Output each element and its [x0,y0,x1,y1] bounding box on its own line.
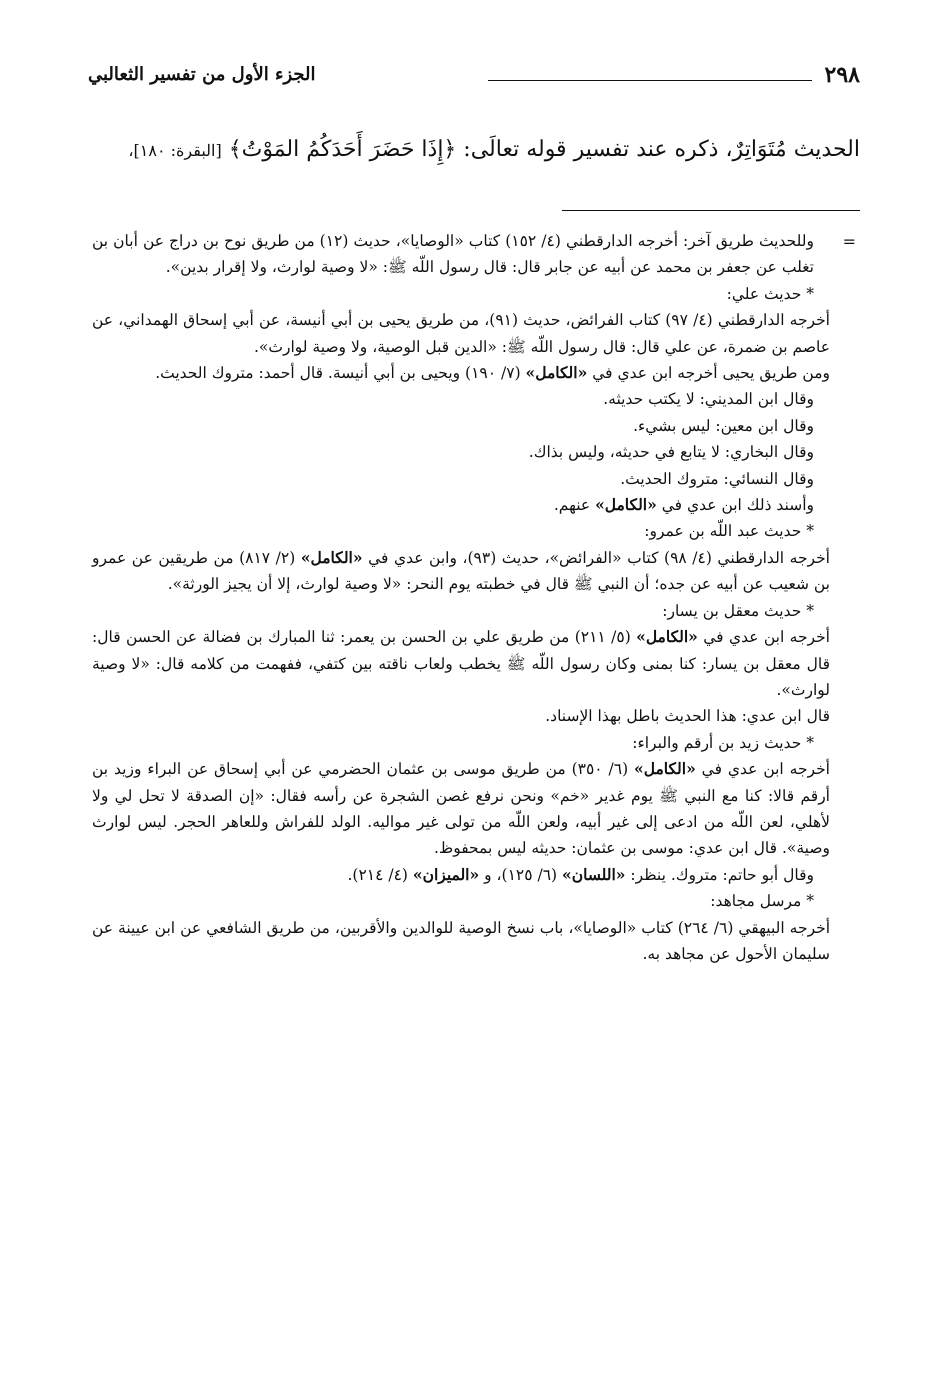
footnote-text: أخرجه ابن عدي في [697,628,830,647]
footnote-paragraph [92,862,830,888]
footnote-paragraph [92,413,830,439]
footnote-text: (٧/ ١٩٠) ويحيى بن أبي أنيسة. قال أحمد: متروك الحديث. [155,364,526,383]
footnote-paragraph [92,756,830,862]
footnote-paragraph [92,281,830,307]
header-rule [488,80,812,81]
running-title: الجزء الأول من تفسير الثعالبي [88,64,316,85]
footnote-text: أخرجه البيهقي (٦/ ٢٦٤) كتاب «الوصايا»، باب نسخ الوصية للوالدين والأقربين، من طريق الشافعي عن ابن عيينة عن سليمان الأحول عن مجاهد به. [92,918,831,963]
footnote-paragraph [92,703,830,729]
footnote-paragraph [92,228,830,281]
footnote-text: وقال البخاري: لا يتابع في حديثه، وليس بذاك. [528,443,814,462]
continuation-mark: = [842,232,856,251]
footnote-text: أخرجه ابن عدي في [695,760,830,779]
footnote-text: (٦/ ١٢٥)، و [479,865,563,884]
footnote-text: * حديث زيد بن أرقم والبراء: [632,733,814,752]
footnote-paragraph [92,492,830,518]
footnote-text: * حديث علي: [726,284,814,303]
footnote-text: وقال ابن معين: ليس بشيء. [633,416,814,435]
footnotes [92,228,830,967]
footnote-paragraph [92,915,830,968]
footnote-text: (٥/ ٢١١) من طريق علي بن الحسن بن يعمر: ثنا المبارك بن فضالة عن الحسن قال: قال معقل بن يسار: كنا بمنى وكان رسول اللّه ﷺ يخطب ولعاب ناقته بين كتفي، ففهمت من كلامه قال: «لا وصية لوارث». [92,628,830,699]
footnote-text: (٤/ ٢١٤). [347,865,413,884]
footnote-text: * مرسل مجاهد: [710,892,814,911]
footnote-text: * حديث عبد اللّه بن عمرو: [644,522,814,541]
page-number: ٢٩٨ [824,62,860,88]
footnote-text: * حديث معقل بن يسار: [662,601,814,620]
footnote-text: وأسند ذلك ابن عدي في [656,496,814,515]
footnote-text: وقال ابن المديني: لا يكتب حديثه. [603,390,814,409]
book-title: «الكامل» [300,547,363,567]
footnote-paragraph [92,518,830,544]
book-title: «الكامل» [525,363,588,383]
footnote-paragraph [92,624,830,703]
footnote-paragraph [92,730,830,756]
running-header [88,62,860,98]
footnote-text: وقال أبو حاتم: متروك. ينظر: [625,865,814,884]
footnote-text: وقال النسائي: متروك الحديث. [620,469,814,488]
main-text-body: الحديث مُتَوَاتِرٌ، ذكره عند تفسير قوله تعالَى: ﴿إِذَا حَضَرَ أَحَدَكُمُ المَوْتُ﴾ [228,137,860,162]
footnote-separator [562,210,860,211]
footnote-paragraph [92,545,830,598]
footnote-paragraph [92,598,830,624]
quran-reference: [البقرة: ١٨٠]، [128,141,222,160]
footnote-text: أخرجه الدارقطني (٤/ ٩٨) كتاب «الفرائض»، حديث (٩٣)، وابن عدي في [362,548,830,567]
footnote-text: (٢/ ٨١٧) من طريقين عن عمرو بن شعيب عن أبيه عن جده؛ أن النبي ﷺ قال في خطبته يوم النحر: «لا وصية لوارث، إلا أن يجيز الورثة». [92,548,830,594]
footnote-text: عنهم. [553,496,596,515]
book-title: «الكامل» [636,627,698,647]
footnote-paragraph [92,360,830,386]
book-title: «الكامل» [595,495,657,515]
footnote-paragraph [92,466,830,492]
footnote-text: وللحديث طريق آخر: أخرجه الدارقطني (٤/ ١٥٢) كتاب «الوصايا»، حديث (١٢) من طريق نوح بن دراج عن أبان بن تغلب عن جعفر بن محمد عن أبيه عن جابر قال: قال رسول اللّه ﷺ: «لا وصية لوارث، ولا إقرار بدين». [92,232,814,277]
footnote-paragraph [92,439,830,465]
book-title: «الميزان» [412,864,480,884]
footnote-paragraph [92,386,830,412]
main-text [88,132,860,169]
footnote-text: ومن طريق يحيى أخرجه ابن عدي في [587,364,830,383]
footnote-text: قال ابن عدي: هذا الحديث باطل بهذا الإسناد. [545,707,830,726]
footnote-paragraph [92,307,830,360]
book-title: «الكامل» [634,759,696,779]
book-title: «اللسان» [562,864,626,884]
footnote-paragraph [92,888,830,914]
footnote-text: أخرجه الدارقطني (٤/ ٩٧) كتاب الفرائض، حديث (٩١)، من طريق يحيى بن أبي أنيسة، عن أبي إسحاق الهمداني، عن عاصم بن ضمرة، عن علي قال: قال رسول اللّه ﷺ: «الدين قبل الوصية، ولا وصية لوارث». [92,311,830,356]
footnote-text: (٦/ ٣٥٠) من طريق موسى بن عثمان الحضرمي عن أبي إسحاق عن البراء وزيد بن أرقم قالا: كنا مع النبي ﷺ يوم غدير «خم» ونحن نرفع غصن الشجرة عن رأسه فقال: «إن الصدقة لا تحل لي ولا لأهلي، لعن اللّه من ادعى إلى غير أبيه، ولعن اللّه من تولى غير مواليه. الولد للفراش وللعاهر الحجر. ليس لوارث وصية». قال ابن عدي: موسى بن عثمان: حديثه ليس بمحفوظ. [92,760,830,858]
